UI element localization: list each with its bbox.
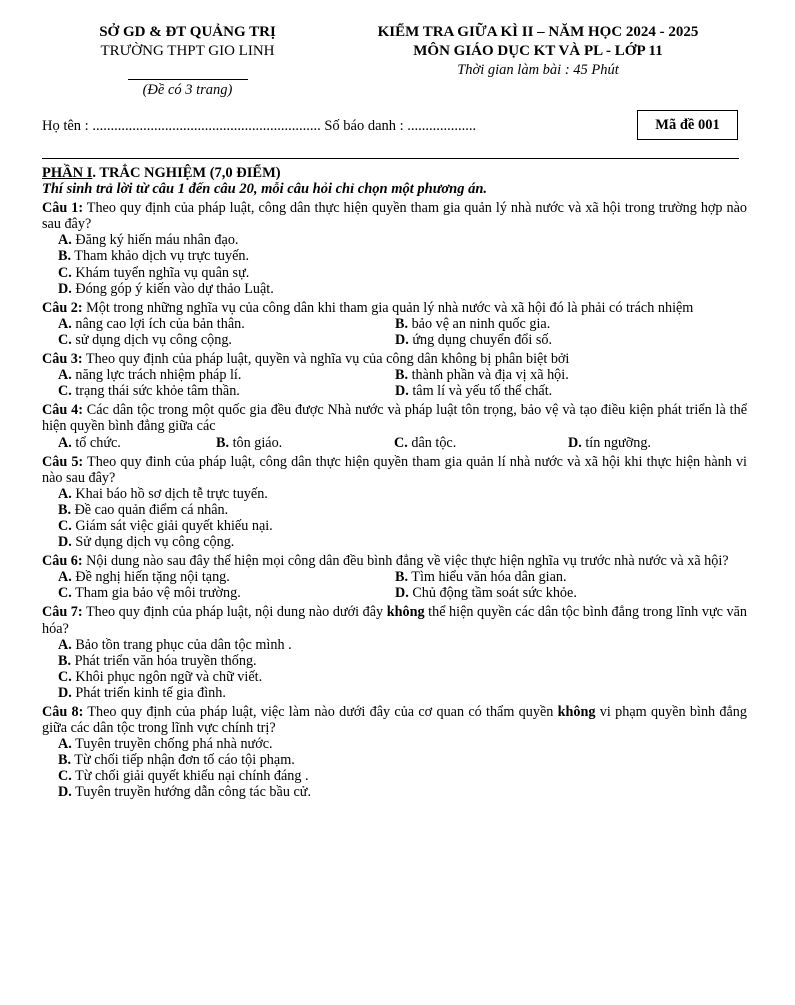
option-letter: D. [395, 585, 409, 602]
option-c[interactable] [58, 768, 747, 784]
options-list [42, 736, 747, 800]
question-body-start: Theo quy định của pháp luật, nội dung nào dưới đây [82, 604, 387, 621]
question-body: Nội dung nào sau đây thể hiện mọi công dân đều bình đẳng về việc thực hiện nghĩa vụ trước nhà nước và xã hội? [82, 553, 729, 570]
section-instruction: Thí sinh trả lời từ câu 1 đến câu 20, mỗi câu hỏi chỉ chọn một phương án. [42, 181, 488, 198]
section-title-part: PHẦN I [42, 165, 93, 181]
question-text [42, 300, 747, 316]
question-2 [42, 300, 747, 348]
option-letter: B. [395, 315, 409, 332]
question-3 [42, 351, 747, 399]
option-d[interactable] [58, 534, 747, 550]
option-text: tôn giáo. [229, 434, 283, 451]
school-name: TRƯỜNG THPT GIO LINH [100, 43, 275, 59]
option-letter: C. [58, 668, 72, 685]
options-list [42, 316, 747, 348]
option-text: Đề nghị hiến tặng nội tạng. [71, 569, 230, 586]
option-text: năng lực trách nhiệm pháp lí. [71, 367, 242, 384]
option-text: Phát triển kinh tế gia đình. [71, 684, 226, 701]
option-a[interactable] [58, 316, 395, 332]
options-list [42, 486, 747, 550]
question-number: Câu 7: [42, 604, 83, 621]
option-text: tín ngưỡng. [581, 434, 651, 451]
option-c[interactable] [58, 383, 395, 399]
question-body: Theo quy định của pháp luật, quyền và nghĩa vụ của công dân không bị phân biệt bởi [82, 351, 570, 368]
option-letter: B. [58, 501, 72, 518]
options-list [42, 435, 747, 451]
option-a[interactable] [58, 569, 395, 585]
section-title [42, 165, 747, 181]
question-keyword: không [386, 604, 425, 621]
option-letter: A. [58, 736, 72, 753]
question-8 [42, 704, 747, 801]
option-d[interactable] [395, 383, 715, 399]
question-number: Câu 8: [42, 704, 84, 720]
option-letter: C. [58, 383, 72, 400]
exam-title: KIỂM TRA GIỮA KÌ II – NĂM HỌC 2024 - 2025 [377, 24, 699, 40]
option-letter: B. [216, 434, 230, 451]
section-title-rest: . TRẮC NGHIỆM (7,0 ĐIỂM) [92, 165, 281, 181]
option-letter: D. [568, 434, 582, 451]
option-c[interactable] [58, 265, 747, 281]
option-text: Tuyên truyền chống phá nhà nước. [71, 736, 273, 753]
option-text: Đóng góp ý kiến vào dự thảo Luật. [71, 280, 274, 297]
department-name: SỞ GD & ĐT QUẢNG TRỊ [99, 24, 276, 40]
option-text: Đăng ký hiến máu nhân đạo. [71, 232, 239, 249]
question-1 [42, 200, 747, 297]
question-text [42, 604, 747, 636]
option-text: Khai báo hồ sơ dịch tễ trực tuyến. [71, 485, 268, 502]
question-text [42, 704, 747, 736]
option-a[interactable] [58, 637, 747, 653]
question-6 [42, 553, 747, 601]
option-letter: D. [58, 784, 72, 801]
option-b[interactable] [395, 316, 715, 332]
option-text: ứng dụng chuyển đổi số. [408, 331, 553, 348]
question-text [42, 200, 747, 232]
option-letter: A. [58, 434, 72, 451]
options-list [42, 569, 747, 601]
option-letter: C. [58, 331, 72, 348]
question-number: Câu 4: [42, 402, 83, 419]
option-letter: A. [58, 367, 72, 384]
options-list [42, 637, 747, 701]
option-letter: D. [58, 280, 72, 297]
option-text: dân tộc. [407, 434, 457, 451]
option-text: tổ chức. [71, 434, 121, 451]
option-a[interactable] [58, 367, 395, 383]
option-text: Tuyên truyền hướng dẫn công tác bầu cử. [71, 784, 311, 801]
option-text: Tìm hiểu văn hóa dân gian. [408, 569, 567, 586]
question-text [42, 553, 747, 569]
option-text: Tham gia bảo vệ môi trường. [71, 585, 241, 602]
exam-content [42, 165, 747, 801]
option-text: Đề cao quản điểm cá nhân. [71, 501, 229, 518]
question-number: Câu 5: [42, 453, 84, 470]
option-c[interactable] [58, 669, 747, 685]
option-b[interactable] [58, 752, 747, 768]
question-body-end: thể hiện quyền các dân tộc bình đẳng trong lĩnh vực văn hóa? [42, 604, 747, 637]
question-body: Các dân tộc trong một quốc gia đều được Nhà nước và pháp luật tôn trọng, bảo vệ và tạo điều kiện phát triển là thể hiện quyền bình đẳng giữa các [42, 402, 747, 435]
question-text [42, 454, 747, 486]
option-a[interactable] [58, 435, 216, 451]
question-number: Câu 1: [42, 200, 84, 217]
exam-duration: Thời gian làm bài : 45 Phút [457, 62, 619, 78]
option-letter: A. [58, 636, 72, 653]
option-letter: A. [58, 232, 72, 249]
option-b[interactable] [58, 502, 747, 518]
question-number: Câu 3: [42, 351, 83, 368]
option-letter: B. [58, 248, 72, 265]
option-letter: D. [395, 331, 409, 348]
option-c[interactable] [58, 585, 395, 601]
option-text: tâm lí và yếu tố thể chất. [408, 383, 553, 400]
exam-code-box: Mã đề 001 [637, 110, 738, 140]
option-c[interactable] [394, 435, 568, 451]
option-text: Từ chối giải quyết khiếu nại chính đáng . [71, 768, 309, 785]
option-letter: D. [395, 383, 409, 400]
option-text: trạng thái sức khỏe tâm thần. [71, 383, 240, 400]
option-text: bảo vệ an ninh quốc gia. [408, 315, 551, 332]
option-text: Tham khảo dịch vụ trực tuyến. [71, 248, 250, 265]
header-left [70, 23, 305, 100]
option-d[interactable] [58, 281, 747, 297]
option-a[interactable] [58, 736, 747, 752]
option-letter: A. [58, 569, 72, 586]
option-b[interactable] [395, 569, 715, 585]
option-d[interactable] [58, 685, 747, 701]
option-d[interactable] [395, 332, 715, 348]
question-5 [42, 454, 747, 551]
option-b[interactable] [58, 248, 747, 264]
option-letter: C. [394, 434, 408, 451]
option-b[interactable] [58, 653, 747, 669]
option-text: Giám sát việc giải quyết khiếu nại. [71, 517, 273, 534]
option-c[interactable] [58, 332, 395, 348]
student-info-line: Họ tên : ............................................................... Số báo danh : ................... [42, 118, 477, 134]
header-right [322, 23, 754, 80]
question-body: Theo quy định của pháp luật, công dân thực hiện quyền tham gia quản lý nhà nước và xã hội trong trường hợp nào sau đây? [42, 200, 747, 233]
option-b[interactable] [216, 435, 394, 451]
option-letter: A. [58, 485, 72, 502]
option-letter: B. [58, 752, 72, 769]
options-list [42, 367, 747, 399]
option-letter: A. [58, 315, 72, 332]
option-d[interactable] [568, 435, 718, 451]
page-count-note: (Đề có 3 trang) [142, 82, 233, 98]
subject-title: MÔN GIÁO DỤC KT VÀ PL - LỚP 11 [413, 43, 663, 59]
option-text: sử dụng dịch vụ công cộng. [71, 331, 232, 348]
option-c[interactable] [58, 518, 747, 534]
question-text [42, 402, 747, 434]
option-letter: D. [58, 534, 72, 551]
option-letter: B. [395, 367, 409, 384]
option-d[interactable] [395, 585, 715, 601]
option-letter: B. [58, 652, 72, 669]
option-text: Khám tuyển nghĩa vụ quân sự. [71, 264, 250, 281]
header-divider [128, 79, 248, 80]
option-text: Khôi phục ngôn ngữ và chữ viết. [71, 668, 263, 685]
question-4 [42, 402, 747, 450]
option-a[interactable] [58, 486, 747, 502]
option-letter: C. [58, 768, 72, 785]
question-body-end: vi phạm quyền bình đẳng giữa các dân tộc trong lĩnh vực chính trị? [42, 704, 747, 737]
question-body-start: Theo quy định của pháp luật, việc làm nào dưới đây của cơ quan có thẩm quyền [83, 704, 558, 720]
option-letter: C. [58, 264, 72, 281]
option-text: Bảo tồn trang phục của dân tộc mình . [71, 636, 292, 653]
option-letter: B. [395, 569, 409, 586]
option-letter: C. [58, 517, 72, 534]
question-body: Theo quy đinh của pháp luật, công dân thực hiện quyền tham gia quản lí nhà nước và xã hội khi thực hiện hành vi nào sau đây? [42, 453, 747, 486]
option-a[interactable] [58, 232, 747, 248]
option-text: Từ chối tiếp nhận đơn tố cáo tội phạm. [71, 752, 295, 769]
option-letter: C. [58, 585, 72, 602]
option-d[interactable] [58, 784, 747, 800]
option-text: Chủ động tầm soát sức khỏe. [408, 585, 577, 602]
question-keyword: không [557, 704, 596, 720]
question-number: Câu 2: [42, 299, 83, 316]
question-text [42, 351, 747, 367]
option-letter: D. [58, 684, 72, 701]
option-text: nâng cao lợi ích của bản thân. [71, 315, 245, 332]
question-7 [42, 604, 747, 701]
option-text: Sử dụng dịch vụ công cộng. [71, 534, 235, 551]
option-text: thành phần và địa vị xã hội. [408, 367, 569, 384]
options-list [42, 232, 747, 296]
horizontal-rule [42, 158, 739, 159]
question-number: Câu 6: [42, 553, 83, 570]
option-b[interactable] [395, 367, 715, 383]
question-body: Một trong những nghĩa vụ của công dân khi tham gia quản lý nhà nước và xã hội đó là phải có trách nhiệm [82, 299, 694, 316]
option-text: Phát triển văn hóa truyền thống. [71, 652, 257, 669]
